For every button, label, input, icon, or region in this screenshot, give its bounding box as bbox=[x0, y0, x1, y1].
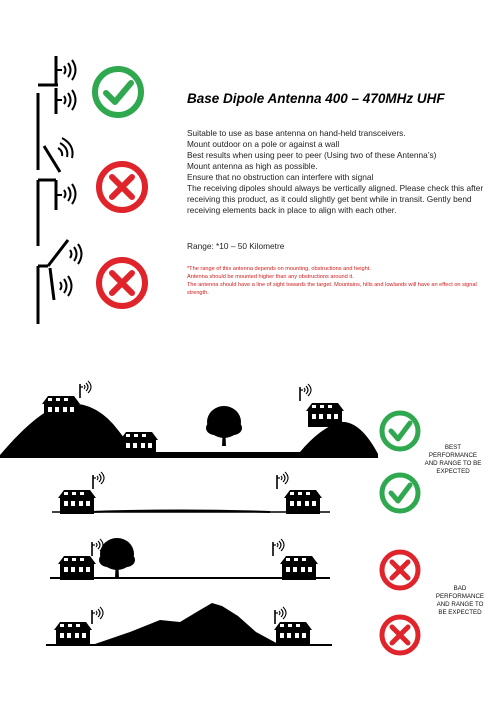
range-text: Range: *10 – 50 Kilometre bbox=[187, 241, 285, 251]
description-line: Best results when using peer to peer (Using two of these Antenna’s) bbox=[187, 150, 437, 160]
good-check-icon bbox=[382, 413, 418, 449]
terrain-diagrams bbox=[0, 370, 380, 670]
note-line: The antenna should have a line of sight towards the target. Mountains, hills and lowlands will have an effect on signal strength. bbox=[187, 282, 477, 296]
mountain-obstruction-scene bbox=[46, 603, 332, 646]
bad-performance-label bbox=[424, 585, 496, 617]
page-title: Base Dipole Antenna 400 – 470MHz UHF bbox=[187, 91, 445, 106]
tilted-dipole-icon bbox=[38, 138, 76, 246]
bad-cross-icon bbox=[382, 617, 418, 653]
note-line: *The range of this antenna depends on mounting, obstructions and height. bbox=[187, 266, 371, 272]
description-line: Mount outdoor on a pole or against a wall bbox=[187, 139, 340, 149]
label-line: PERFORMANCE bbox=[428, 452, 478, 459]
tree-obstruction-scene bbox=[50, 538, 330, 580]
scenario-verdicts bbox=[370, 395, 430, 675]
description-line: The receiving dipoles should always be vertically aligned. Please check this after receiving this product, as it could slightly get bent while in transit. Gently bend receiving elements back in place to align with each other. bbox=[187, 183, 484, 215]
bad-cross-icon bbox=[382, 552, 418, 588]
good-check-icon bbox=[95, 69, 141, 115]
hill-to-hill-scene bbox=[0, 381, 378, 458]
description-block bbox=[187, 128, 487, 216]
flat-line-of-sight-scene bbox=[52, 472, 330, 514]
good-check-icon bbox=[382, 475, 418, 511]
label-line: EXPECTED bbox=[436, 468, 470, 475]
dipole-alignment-diagrams bbox=[0, 0, 180, 340]
range-note bbox=[187, 265, 487, 297]
label-line: AND RANGE TO bbox=[436, 601, 484, 608]
label-line: AND RANGE TO BE bbox=[424, 460, 482, 467]
bad-cross-icon bbox=[99, 260, 145, 306]
aligned-dipole-icon bbox=[38, 56, 76, 170]
label-line: BEST bbox=[444, 444, 462, 451]
note-line: Antenna should be mounted higher than any obstructions around it. bbox=[187, 274, 354, 280]
label-line: BAD bbox=[453, 585, 467, 592]
best-performance-label bbox=[417, 444, 489, 476]
bad-cross-icon bbox=[99, 164, 145, 210]
angled-dipole-icon bbox=[38, 240, 82, 324]
label-line: PERFORMANCE bbox=[435, 593, 485, 600]
label-line: BE EXPECTED bbox=[438, 609, 482, 616]
description-line: Mount antenna as high as possible. bbox=[187, 161, 318, 171]
description-line: Ensure that no obstruction can interfere with signal bbox=[187, 172, 374, 182]
description-line: Suitable to use as base antenna on hand-held transceivers. bbox=[187, 128, 406, 138]
